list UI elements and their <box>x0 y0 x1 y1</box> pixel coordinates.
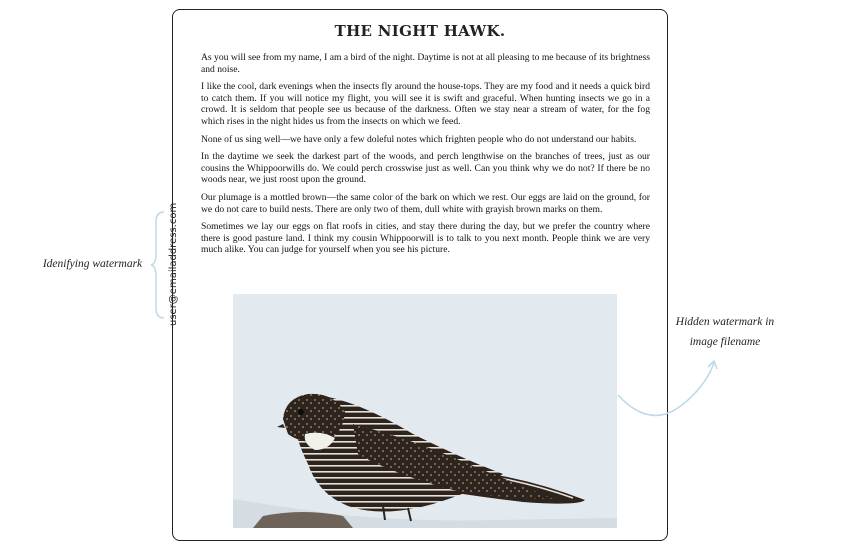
identifying-watermark <box>166 202 182 326</box>
paragraph: Our plumage is a mottled brown—the same color of the bark on which we rest. Our eggs are laid on the ground, for we do not care to build nests. There are only two of them, dull white with grayish brown marks on them. <box>201 191 650 215</box>
watermark-text: user@emailaddress.com <box>168 202 179 326</box>
paragraph: None of us sing well—we have only a few doleful notes which frighten people who do not understand our habits. <box>201 133 637 145</box>
nighthawk-photo <box>233 294 617 528</box>
hidden-watermark-label-line2: image filename <box>689 336 761 348</box>
identifying-watermark-label: Idenifying watermark <box>42 258 143 270</box>
document-title: THE NIGHT HAWK. <box>334 22 506 40</box>
document-page <box>172 9 668 541</box>
hidden-watermark-label-line1: Hidden watermark in <box>675 316 775 328</box>
hidden-watermark-label <box>660 312 790 352</box>
paragraph: In the daytime we seek the darkest part of the woods, and perch lengthwise on the branches of trees, just as our cousins the Whippoorwills do. We could perch crosswise just as well. Can you think why we do not? If there be no woods near, we just roost upon the ground. <box>201 151 650 186</box>
paragraph: As you will see from my name, I am a bird of the night. Daytime is not at all pleasing to me because of its brightness and noise. <box>201 52 650 75</box>
curved-arrow-icon <box>610 355 730 425</box>
document-body <box>201 52 650 262</box>
paragraph: Sometimes we lay our eggs on flat roofs in cities, and stay there during the day, but we prefer the country where there is good pasture land. I think my cousin Whippoorwill is to talk to you next month. People think we are very much alike. You can judge for yourself when you see his picture. <box>201 221 650 256</box>
paragraph: I like the cool, dark evenings when the insects fly around the house-tops. They are my food and it needs a quick bird to catch them. If you will notice my flight, you will see it is swift and graceful. When hunting insects we go in a crowd. It is seldom that people see us because of the darkness. Often we stay near a stream of water, for the fog which rises in the night hides us from the insects on which we feed. <box>201 81 650 127</box>
